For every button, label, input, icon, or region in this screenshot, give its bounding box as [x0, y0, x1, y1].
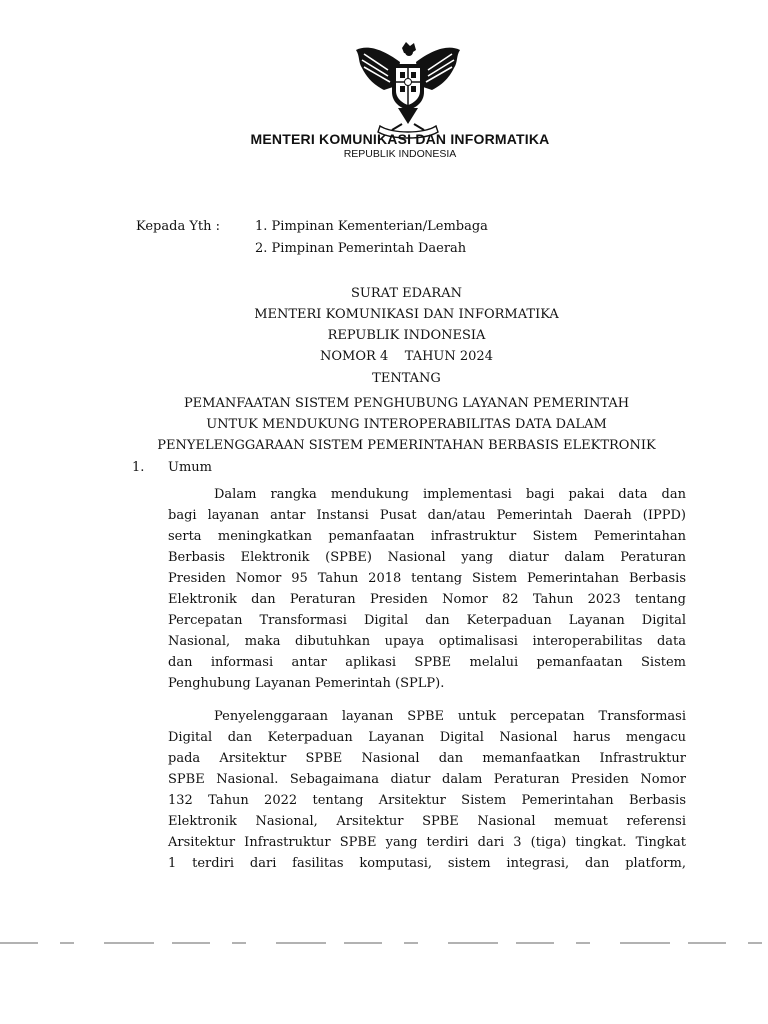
paragraph-line: Berbasis Elektronik (SPBE) Nasional yang diatur dalam Peraturan: [168, 550, 686, 565]
garuda-emblem-icon: [344, 40, 472, 140]
paragraph-line: Dalam rangka mendukung implementasi bagi pakai data dan: [214, 487, 686, 502]
paragraph-line: 132 Tahun 2022 tentang Arsitektur Sistem Pemerintahan Berbasis: [168, 793, 686, 808]
subject-line: PEMANFAATAN SISTEM PENGHUBUNG LAYANAN PEMERINTAH: [183, 396, 630, 411]
letter-type: SURAT EDARAN: [351, 286, 462, 301]
paragraph-line: Presiden Nomor 95 Tahun 2018 tentang Sistem Pemerintahan Berbasis: [168, 571, 686, 586]
issuer-line: MENTERI KOMUNIKASI DAN INFORMATIKA: [254, 307, 559, 322]
paragraph-line: Penghubung Layanan Pemerintah (SPLP).: [168, 676, 445, 691]
paragraph-line: SPBE Nasional. Sebagaimana diatur dalam Peraturan Presiden Nomor: [168, 772, 686, 787]
paragraph-line: Digital dan Keterpaduan Layanan Digital Nasional harus mengacu: [168, 730, 686, 745]
country-line: REPUBLIK INDONESIA: [327, 328, 486, 343]
about-label: TENTANG: [372, 371, 441, 386]
recipient-item: 1. Pimpinan Kementerian/Lembaga: [255, 219, 488, 234]
paragraph-line: 1 terdiri dari fasilitas komputasi, sistem integrasi, dan platform,: [168, 856, 686, 871]
paragraph-line: Penyelenggaraan layanan SPBE untuk percepatan Transformasi: [214, 709, 686, 724]
letter-number: NOMOR 4 TAHUN 2024: [320, 349, 493, 364]
paragraph-line: dan informasi antar aplikasi SPBE melalui pemanfaatan Sistem: [168, 655, 686, 670]
paragraph-line: Elektronik dan Peraturan Presiden Nomor 82 Tahun 2023 tentang: [168, 592, 686, 607]
footer-scan-line: [0, 940, 768, 946]
paragraph-line: pada Arsitektur SPBE Nasional dan memanfaatkan Infrastruktur: [168, 751, 686, 766]
section-number: 1.: [132, 460, 145, 475]
paragraph-line: Elektronik Nasional, Arsitektur SPBE Nasional memuat referensi: [168, 814, 686, 829]
subject-line: PENYELENGGARAAN SISTEM PEMERINTAHAN BERBASIS ELEKTRONIK: [157, 438, 656, 453]
paragraph-line: Arsitektur Infrastruktur SPBE yang terdiri dari 3 (tiga) tingkat. Tingkat: [168, 835, 686, 850]
header-subtitle: REPUBLIK INDONESIA: [343, 148, 457, 160]
recipient-label: Kepada Yth :: [136, 219, 221, 234]
paragraph-line: Nasional, maka dibutuhkan upaya optimalisasi interoperabilitas data: [168, 634, 686, 649]
header-title: MENTERI KOMUNIKASI DAN INFORMATIKA: [250, 131, 550, 147]
paragraph-line: serta meningkatkan pemanfaatan infrastruktur Sistem Pemerintahan: [168, 529, 686, 544]
recipient-item: 2. Pimpinan Pemerintah Daerah: [255, 241, 467, 256]
paragraph-line: bagi layanan antar Instansi Pusat dan/atau Pemerintah Daerah (IPPD): [168, 508, 686, 523]
subject-line: UNTUK MENDUKUNG INTEROPERABILITAS DATA DALAM: [206, 417, 607, 432]
section-heading: Umum: [168, 460, 212, 475]
paragraph-line: Percepatan Transformasi Digital dan Keterpaduan Layanan Digital: [168, 613, 686, 628]
